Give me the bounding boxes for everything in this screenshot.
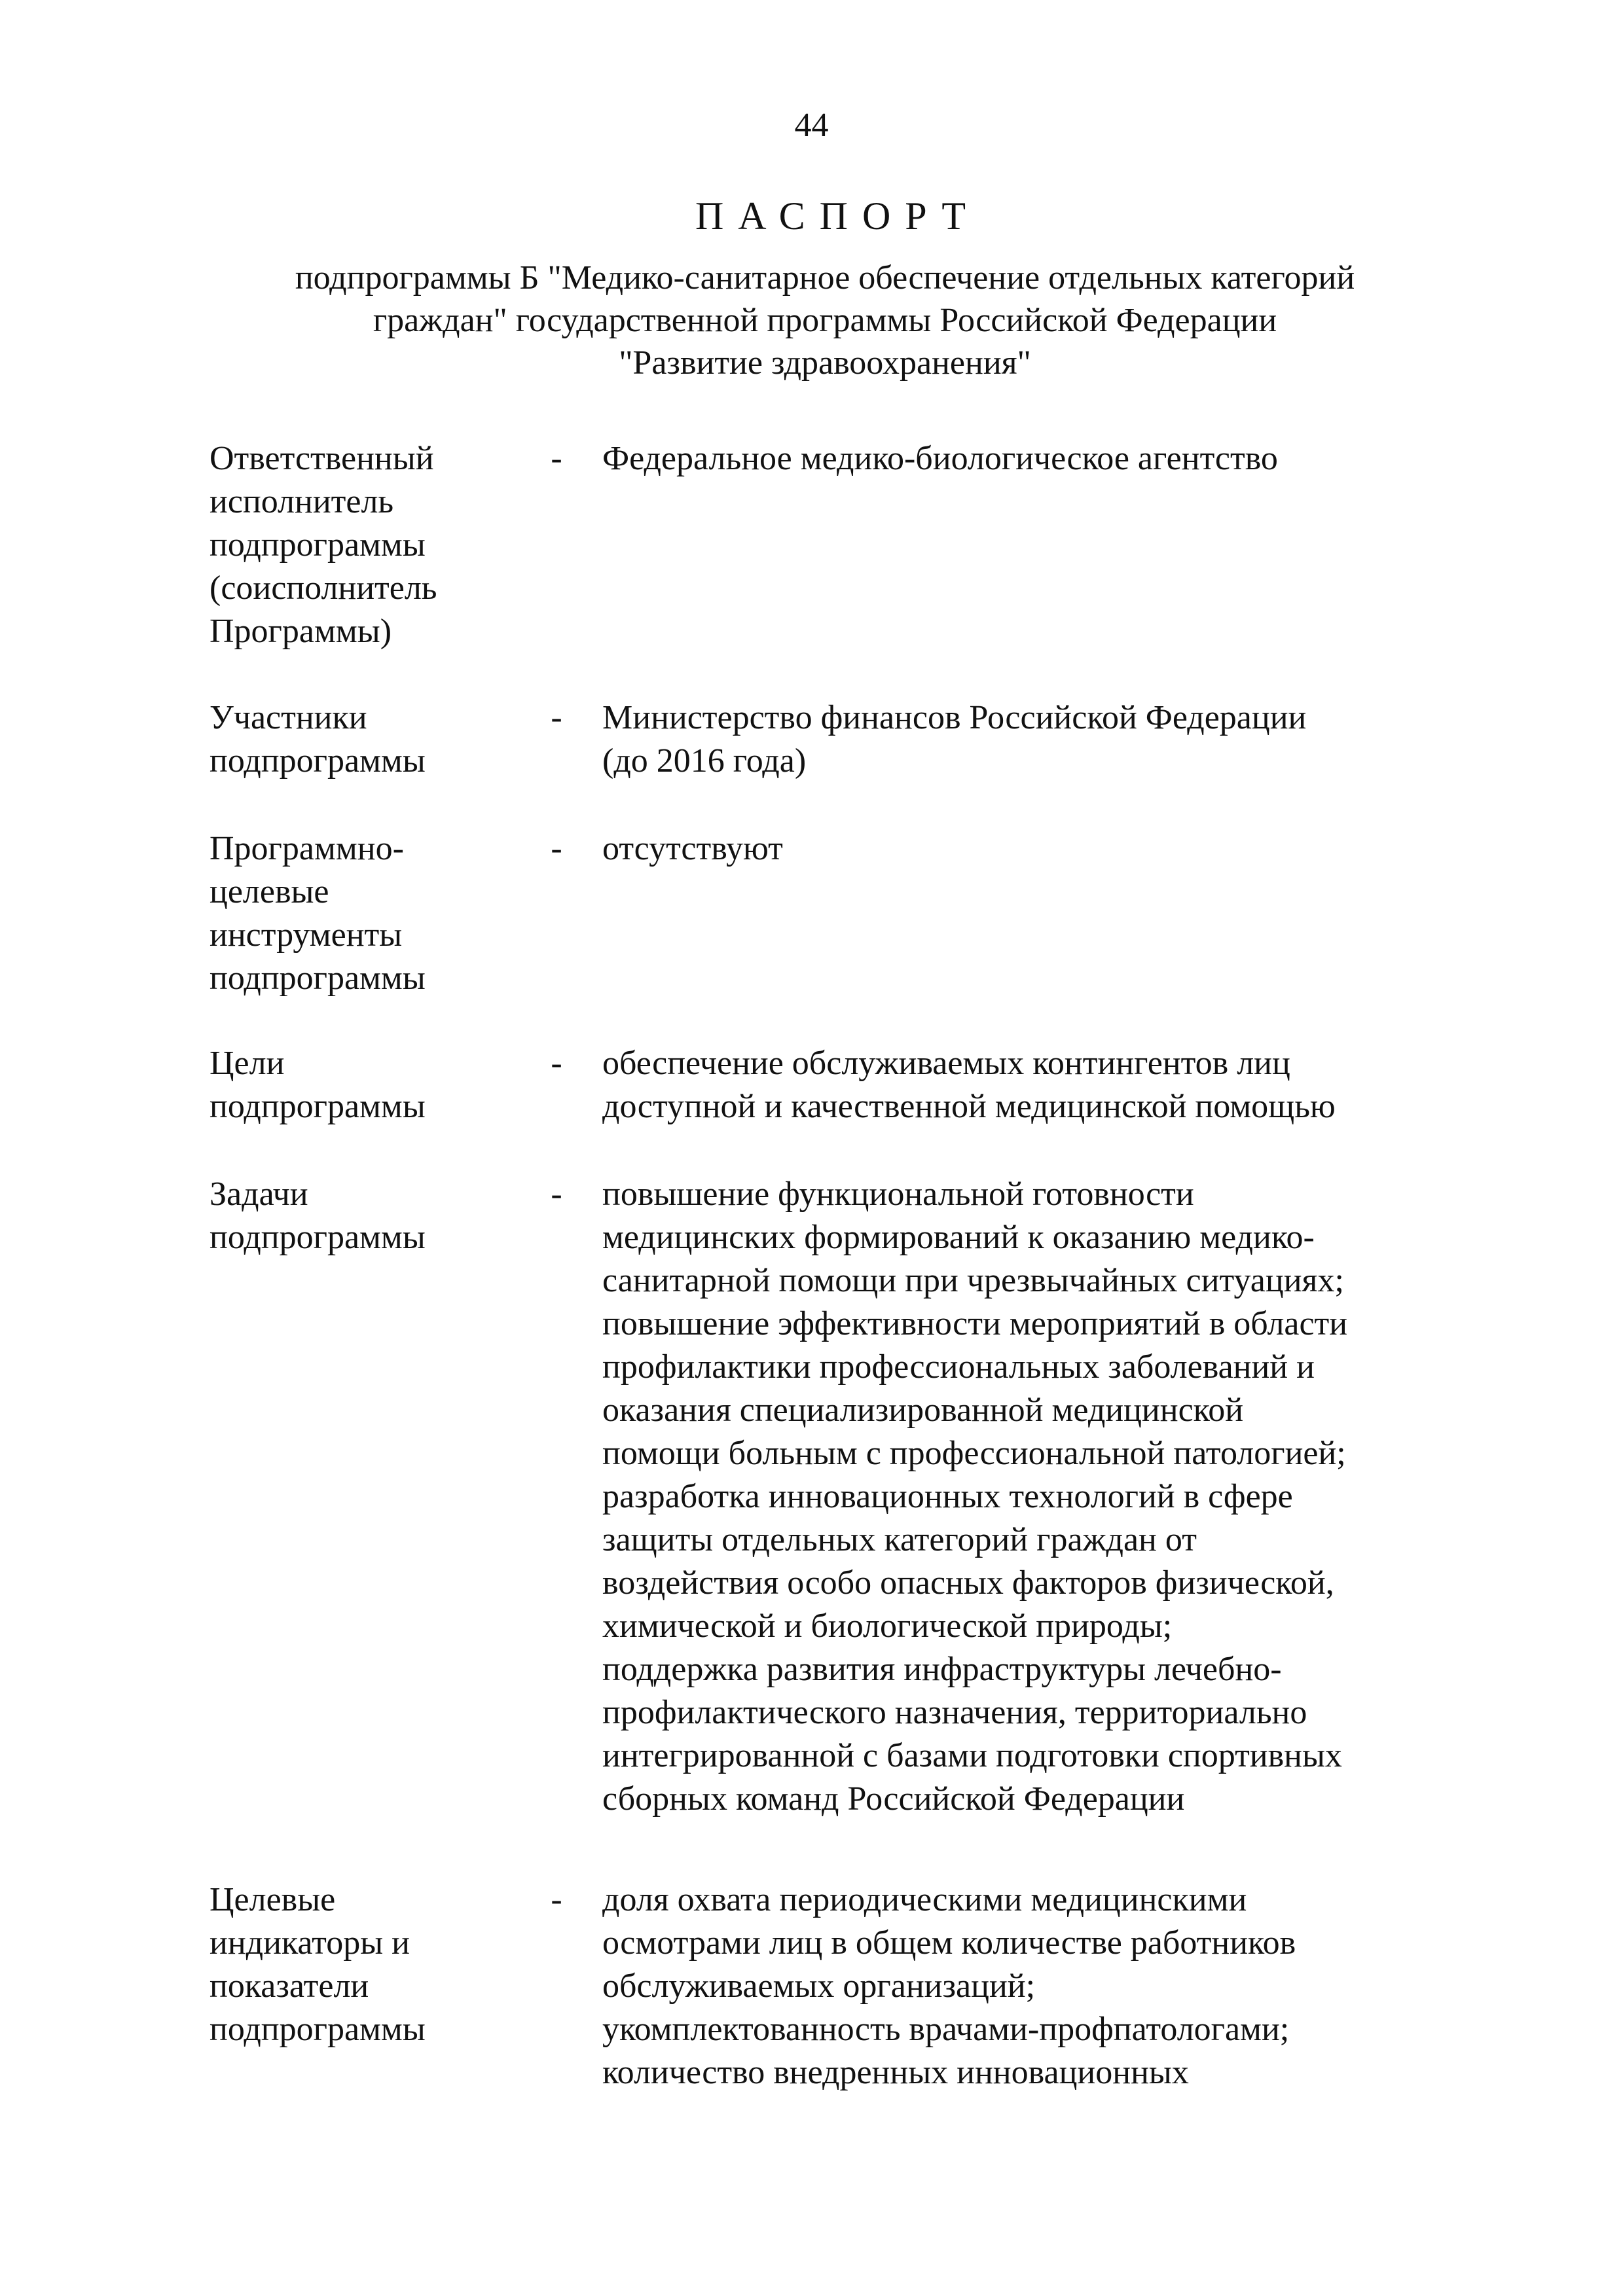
row-label (210, 1878, 530, 2094)
row-tasks (210, 1173, 1453, 1821)
row-label (210, 827, 530, 1000)
row-value (583, 696, 1453, 783)
row-value (583, 827, 1453, 1000)
row-dash: - (551, 1881, 562, 1918)
value-line: осмотрами лиц в общем количестве работников (602, 1924, 1296, 1962)
value-line: доступной и качественной медицинской помощью (602, 1088, 1336, 1125)
passport-table (210, 437, 1453, 2094)
value-line: поддержка развития инфраструктуры лечебно- (602, 1651, 1282, 1688)
row-program-instruments (210, 827, 1453, 1000)
value-line: помощи больным с профессиональной патологией; (602, 1435, 1346, 1472)
row-responsible-executor (210, 437, 1453, 653)
value-line: защиты отдельных категорий граждан от (602, 1521, 1197, 1558)
label-line: Целевые (210, 1881, 336, 1918)
row-dash: - (551, 699, 562, 736)
subtitle-line: граждан" государственной программы Российской Федерации (373, 302, 1277, 339)
value-line: сборных команд Российской Федерации (602, 1780, 1185, 1818)
label-line: индикаторы и (210, 1924, 410, 1962)
row-dash: - (551, 1175, 562, 1213)
value-line: обеспечение обслуживаемых контингентов лиц (602, 1045, 1290, 1082)
row-value (583, 437, 1453, 653)
value-line: химической и биологической природы; (602, 1607, 1173, 1645)
row-dash: - (551, 440, 562, 477)
value-line: воздействия особо опасных факторов физической, (602, 1564, 1334, 1602)
page-number: 44 (794, 107, 829, 144)
row-dash: - (551, 830, 562, 867)
value-line: разработка инновационных технологий в сфере (602, 1478, 1293, 1515)
label-line: подпрограммы (210, 526, 426, 564)
label-line: (соисполнитель (210, 569, 437, 607)
row-label (210, 1042, 530, 1128)
row-label (210, 437, 530, 653)
row-label (210, 1173, 530, 1821)
subtitle-line: "Развитие здравоохранения" (619, 344, 1031, 382)
document-title: ПАСПОРТ (695, 194, 981, 238)
subtitle-line: подпрограммы Б "Медико-санитарное обеспечение отдельных категорий (295, 259, 1355, 296)
value-line: (до 2016 года) (602, 742, 807, 780)
value-line: профилактики профессиональных заболеваний и (602, 1348, 1315, 1386)
value-line: отсутствуют (602, 830, 783, 867)
row-participants (210, 696, 1453, 783)
value-line: укомплектованность врачами-профпатологами; (602, 2011, 1290, 2048)
label-line: подпрограммы (210, 1088, 426, 1125)
value-line: обслуживаемых организаций; (602, 1967, 1036, 2005)
label-line: подпрограммы (210, 960, 426, 997)
label-line: инструменты (210, 916, 403, 954)
row-dash: - (551, 1045, 562, 1082)
label-line: Ответственный (210, 440, 434, 477)
row-value (583, 1878, 1453, 2094)
value-line: повышение эффективности мероприятий в области (602, 1305, 1348, 1342)
value-line: Министерство финансов Российской Федерации (602, 699, 1307, 736)
value-line: интегрированной с базами подготовки спортивных (602, 1737, 1342, 1774)
label-line: показатели (210, 1967, 369, 2005)
value-line: санитарной помощи при чрезвычайных ситуациях; (602, 1262, 1344, 1299)
row-label (210, 696, 530, 783)
row-target-indicators (210, 1878, 1453, 2094)
row-value (583, 1042, 1453, 1128)
label-line: Участники (210, 699, 367, 736)
value-line: оказания специализированной медицинской (602, 1391, 1244, 1429)
label-line: исполнитель (210, 483, 394, 520)
label-line: подпрограммы (210, 742, 426, 780)
value-line: количество внедренных инновационных (602, 2054, 1189, 2091)
value-line: Федеральное медико-биологическое агентство (602, 440, 1278, 477)
value-line: повышение функциональной готовности (602, 1175, 1194, 1213)
label-line: подпрограммы (210, 1219, 426, 1256)
label-line: Программно- (210, 830, 404, 867)
label-line: Программы) (210, 613, 392, 650)
value-line: медицинских формирований к оказанию медико- (602, 1219, 1315, 1256)
row-value (583, 1173, 1453, 1821)
label-line: подпрограммы (210, 2011, 426, 2048)
row-goals (210, 1042, 1453, 1128)
label-line: Задачи (210, 1175, 308, 1213)
document-subtitle (196, 257, 1453, 384)
label-line: целевые (210, 873, 329, 910)
value-line: профилактического назначения, территориально (602, 1694, 1307, 1731)
label-line: Цели (210, 1045, 285, 1082)
value-line: доля охвата периодическими медицинскими (602, 1881, 1247, 1918)
